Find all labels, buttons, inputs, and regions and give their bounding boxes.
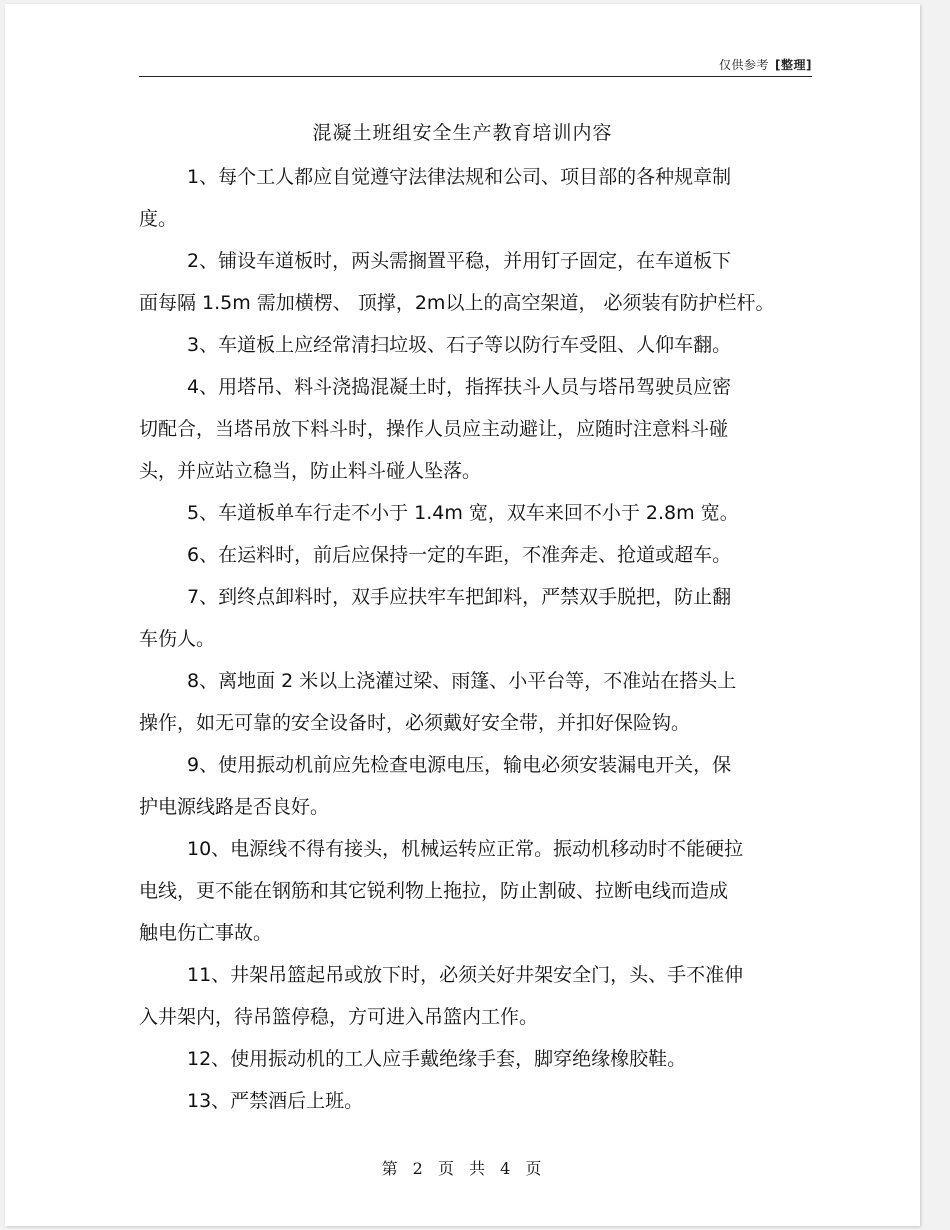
paragraph-line: 入井架内，待吊篮停稳，方可进入吊篮内工作。: [139, 1006, 539, 1028]
paragraph-item-11: [139, 954, 803, 1038]
paragraph-line: 4、用塔吊、料斗浇捣混凝土时，指挥扶斗人员与塔吊驾驶员应密: [187, 376, 732, 398]
paragraph-line: 6、在运料时，前后应保持一定的车距，不准奔走、抢道或超车。: [187, 544, 732, 566]
paragraph-line: 12、使用振动机的工人应手戴绝缘手套，脚穿绝缘橡胶鞋。: [187, 1048, 687, 1070]
document-page: [5, 4, 920, 1226]
paragraph-item-8: [139, 660, 803, 744]
page-footer: 第 2 页 共 4 页: [381, 1159, 544, 1178]
paragraph-line: 操作，如无可靠的安全设备时，必须戴好安全带，并扣好保险钩。: [139, 712, 691, 734]
paragraph-line: 13、严禁酒后上班。: [187, 1090, 364, 1112]
paragraph-line: 11、井架吊篮起吊或放下时，必须关好井架安全门，头、手不准伸: [187, 964, 744, 986]
paragraph-line: 面每隔 1.5m 需加横楞、 顶撑，2m以上的高空架道， 必须装有防护栏杆。: [139, 292, 775, 314]
header-tag: [整理]: [775, 58, 812, 72]
paragraph-line: 5、车道板单车行走不小于 1.4m 宽，双车来回不小于 2.8m 宽。: [187, 502, 739, 524]
paragraph-line: 2、铺设车道板时，两头需搁置平稳，并用钉子固定，在车道板下: [187, 250, 732, 272]
paragraph-line: 10、电源线不得有接头，机械运转应正常。振动机移动时不能硬拉: [187, 838, 744, 860]
page-header: [719, 56, 812, 73]
document-body: [139, 156, 803, 1122]
paragraph-item-2: [139, 240, 803, 324]
paragraph-item-13: [139, 1080, 803, 1122]
paragraph-line: 9、使用振动机前应先检查电源电压，输电必须安装漏电开关，保: [187, 754, 732, 776]
paragraph-item-3: [139, 324, 803, 366]
paragraph-line: 电线，更不能在钢筋和其它锐利物上拖拉，防止割破、拉断电线而造成: [139, 880, 729, 902]
paragraph-item-1: [139, 156, 803, 240]
paragraph-line: 触电伤亡事故。: [139, 922, 273, 944]
paragraph-item-9: [139, 744, 803, 828]
paragraph-item-6: [139, 534, 803, 576]
document-title: 混凝土班组安全生产教育培训内容: [312, 122, 613, 144]
paragraph-line: 车伤人。: [139, 628, 216, 650]
paragraph-line: 7、到终点卸料时，双手应扶牢车把卸料，严禁双手脱把，防止翻: [187, 586, 732, 608]
header-label: 仅供参考: [719, 58, 770, 72]
paragraph-item-10: [139, 828, 803, 954]
paragraph-item-5: [139, 492, 803, 534]
header-divider: [139, 76, 812, 77]
paragraph-line: 护电源线路是否良好。: [139, 796, 330, 818]
paragraph-line: 1、每个工人都应自觉遵守法律法规和公司、项目部的各种规章制: [187, 166, 732, 188]
paragraph-line: 头，并应站立稳当，防止料斗碰人坠落。: [139, 460, 482, 482]
paragraph-item-4: [139, 366, 803, 492]
paragraph-item-7: [139, 576, 803, 660]
paragraph-line: 度。: [139, 208, 178, 230]
paragraph-item-12: [139, 1038, 803, 1080]
paragraph-line: 3、车道板上应经常清扫垃圾、石子等以防行车受阻、人仰车翻。: [187, 334, 732, 356]
paragraph-line: 8、离地面 2 米以上浇灌过梁、雨篷、小平台等，不准站在搭头上: [187, 670, 737, 692]
paragraph-line: 切配合，当塔吊放下料斗时，操作人员应主动避让，应随时注意料斗碰: [139, 418, 729, 440]
